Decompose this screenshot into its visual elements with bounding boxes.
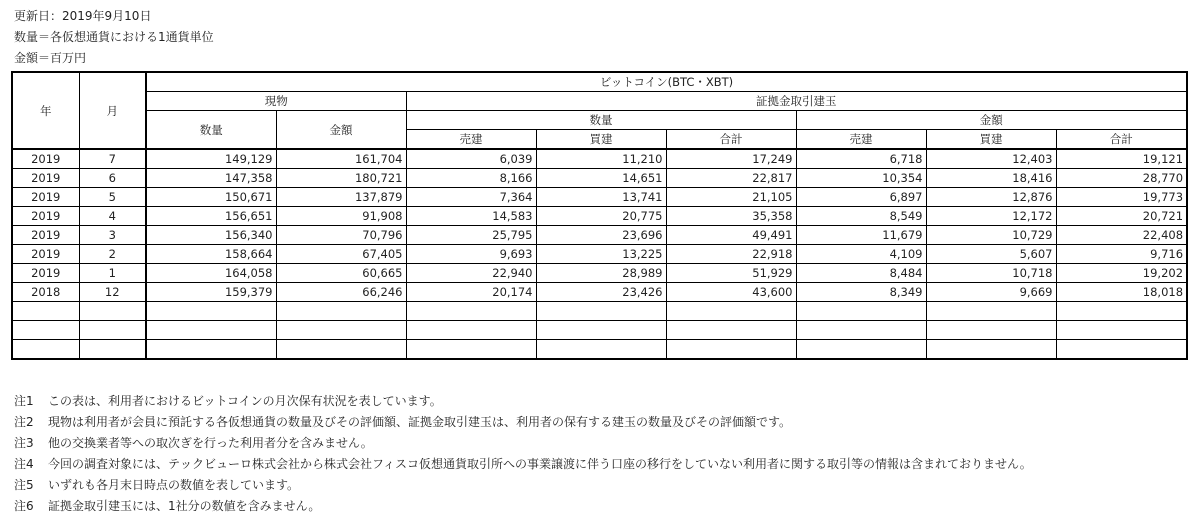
cell-qty-sell: 20,174 (406, 283, 536, 302)
cell-qty-buy: 28,989 (536, 264, 666, 283)
cell-spot-amount: 67,405 (276, 245, 406, 264)
cell-qty-sell: 8,166 (406, 169, 536, 188)
cell-qty-total (666, 302, 796, 321)
cell-amt-buy: 12,403 (926, 149, 1056, 169)
cell-amt-buy: 12,172 (926, 207, 1056, 226)
table-row (12, 283, 1187, 302)
header-margin: 証拠金取引建玉 (406, 92, 1187, 111)
cell-spot-quantity (146, 302, 276, 321)
cell-amt-sell: 8,349 (796, 283, 926, 302)
cell-month: 6 (79, 169, 146, 188)
cell-year: 2018 (12, 283, 79, 302)
header-margin-amount: 金額 (796, 111, 1187, 130)
note-text: 証拠金取引建玉には、1社分の数値を含みません。 (48, 499, 321, 513)
cell-year: 2019 (12, 149, 79, 169)
cell-qty-buy: 14,651 (536, 169, 666, 188)
cell-qty-total: 49,491 (666, 226, 796, 245)
cell-amt-buy (926, 340, 1056, 360)
cell-spot-quantity: 147,358 (146, 169, 276, 188)
cell-amt-sell: 4,109 (796, 245, 926, 264)
cell-qty-sell: 14,583 (406, 207, 536, 226)
table-row (12, 226, 1187, 245)
cell-spot-quantity (146, 340, 276, 360)
cell-amt-total (1056, 302, 1187, 321)
cell-spot-quantity: 156,651 (146, 207, 276, 226)
header-qty-sell: 売建 (406, 130, 536, 150)
cell-amt-sell: 10,354 (796, 169, 926, 188)
note-text: 現物は利用者が会員に預託する各仮想通貨の数量及びその評価額、証拠金取引建玉は、利用者の保有する建玉の数量及びその評価額です。 (48, 415, 792, 429)
cell-amt-buy (926, 321, 1056, 340)
cell-amt-total: 22,408 (1056, 226, 1187, 245)
cell-amt-buy: 5,607 (926, 245, 1056, 264)
note-number: 注2 (14, 415, 34, 429)
cell-amt-sell: 8,549 (796, 207, 926, 226)
cell-year (12, 321, 79, 340)
cell-amt-total: 19,202 (1056, 264, 1187, 283)
cell-amt-sell: 11,679 (796, 226, 926, 245)
cell-month: 4 (79, 207, 146, 226)
cell-qty-sell: 9,693 (406, 245, 536, 264)
cell-year: 2019 (12, 207, 79, 226)
cell-month: 1 (79, 264, 146, 283)
cell-spot-amount: 70,796 (276, 226, 406, 245)
cell-amt-buy: 12,876 (926, 188, 1056, 207)
cell-qty-total (666, 321, 796, 340)
cell-spot-amount (276, 302, 406, 321)
cell-spot-amount: 66,246 (276, 283, 406, 302)
cell-month (79, 321, 146, 340)
cell-amt-buy: 10,729 (926, 226, 1056, 245)
cell-qty-total (666, 340, 796, 360)
cell-amt-total (1056, 340, 1187, 360)
cell-qty-buy: 13,741 (536, 188, 666, 207)
header-amt-total: 合計 (1056, 130, 1187, 150)
header-year: 年 (12, 72, 79, 149)
cell-amt-total: 28,770 (1056, 169, 1187, 188)
cell-qty-buy: 20,775 (536, 207, 666, 226)
header-amt-sell: 売建 (796, 130, 926, 150)
note-text: この表は、利用者におけるビットコインの月次保有状況を表しています。 (48, 394, 442, 408)
table-row (12, 207, 1187, 226)
bitcoin-holdings-table (11, 71, 1188, 360)
cell-month: 2 (79, 245, 146, 264)
cell-amt-sell: 6,897 (796, 188, 926, 207)
cell-spot-quantity (146, 321, 276, 340)
cell-year: 2019 (12, 264, 79, 283)
cell-amt-buy: 10,718 (926, 264, 1056, 283)
cell-amt-sell: 8,484 (796, 264, 926, 283)
cell-spot-amount: 91,908 (276, 207, 406, 226)
cell-spot-quantity: 164,058 (146, 264, 276, 283)
cell-qty-total: 22,918 (666, 245, 796, 264)
header-title: ビットコイン(BTC・XBT) (146, 72, 1187, 92)
cell-amt-total: 20,721 (1056, 207, 1187, 226)
note-number: 注4 (14, 457, 34, 471)
table-row (12, 188, 1187, 207)
header-qty-buy: 買建 (536, 130, 666, 150)
cell-qty-buy: 11,210 (536, 149, 666, 169)
cell-qty-total: 35,358 (666, 207, 796, 226)
cell-qty-total: 51,929 (666, 264, 796, 283)
cell-qty-buy (536, 302, 666, 321)
table-row (12, 149, 1187, 169)
cell-amt-sell (796, 302, 926, 321)
cell-qty-total: 22,817 (666, 169, 796, 188)
update-date: 更新日：2019年9月10日 (14, 9, 152, 23)
cell-qty-sell (406, 321, 536, 340)
cell-year (12, 340, 79, 360)
cell-qty-sell: 22,940 (406, 264, 536, 283)
cell-qty-buy (536, 340, 666, 360)
amount-unit-note: 金額＝百万円 (14, 51, 87, 65)
table-row (12, 264, 1187, 283)
cell-qty-buy: 13,225 (536, 245, 666, 264)
note-item (14, 499, 1032, 520)
cell-amt-total: 19,773 (1056, 188, 1187, 207)
cell-spot-quantity: 159,379 (146, 283, 276, 302)
cell-month: 3 (79, 226, 146, 245)
cell-year (12, 302, 79, 321)
note-text: 今回の調査対象には、テックビューロ株式会社から株式会社フィスコ仮想通貨取引所への事業譲渡に伴う口座の移行をしていない利用者に関する取引等の情報は含まれておりません。 (48, 457, 1032, 471)
cell-spot-quantity: 156,340 (146, 226, 276, 245)
note-item (14, 436, 1032, 457)
cell-qty-buy: 23,426 (536, 283, 666, 302)
cell-qty-buy: 23,696 (536, 226, 666, 245)
header-margin-quantity: 数量 (406, 111, 796, 130)
note-number: 注3 (14, 436, 34, 450)
cell-amt-sell: 6,718 (796, 149, 926, 169)
note-item (14, 415, 1032, 436)
header-month: 月 (79, 72, 146, 149)
cell-spot-amount: 161,704 (276, 149, 406, 169)
cell-year: 2019 (12, 226, 79, 245)
cell-spot-quantity: 149,129 (146, 149, 276, 169)
cell-qty-total: 43,600 (666, 283, 796, 302)
cell-spot-amount (276, 321, 406, 340)
table-row (12, 245, 1187, 264)
cell-amt-total: 19,121 (1056, 149, 1187, 169)
cell-spot-amount: 180,721 (276, 169, 406, 188)
note-text: いずれも各月末日時点の数値を表しています。 (48, 478, 300, 492)
cell-amt-sell (796, 340, 926, 360)
note-item (14, 457, 1032, 478)
cell-year: 2019 (12, 188, 79, 207)
cell-year: 2019 (12, 169, 79, 188)
header-spot: 現物 (146, 92, 406, 111)
cell-amt-total: 9,716 (1056, 245, 1187, 264)
header-amt-buy: 買建 (926, 130, 1056, 150)
note-item (14, 478, 1032, 499)
quantity-unit-note: 数量＝各仮想通貨における1通貨単位 (14, 30, 214, 44)
header-spot-amount: 金額 (276, 111, 406, 150)
note-text: 他の交換業者等への取次ぎを行った利用者分を含みません。 (48, 436, 373, 450)
table-row (12, 340, 1187, 360)
cell-amt-buy: 9,669 (926, 283, 1056, 302)
cell-qty-buy (536, 321, 666, 340)
cell-spot-amount: 137,879 (276, 188, 406, 207)
cell-month: 5 (79, 188, 146, 207)
cell-qty-sell (406, 340, 536, 360)
cell-month: 7 (79, 149, 146, 169)
cell-qty-sell: 6,039 (406, 149, 536, 169)
cell-amt-total (1056, 321, 1187, 340)
note-number: 注1 (14, 394, 34, 408)
notes (14, 394, 1032, 520)
cell-qty-total: 17,249 (666, 149, 796, 169)
cell-spot-amount (276, 340, 406, 360)
header-spot-quantity: 数量 (146, 111, 276, 150)
cell-month: 12 (79, 283, 146, 302)
cell-spot-quantity: 158,664 (146, 245, 276, 264)
table-row (12, 169, 1187, 188)
cell-qty-sell: 7,364 (406, 188, 536, 207)
cell-amt-sell (796, 321, 926, 340)
cell-month (79, 340, 146, 360)
note-number: 注5 (14, 478, 34, 492)
cell-qty-total: 21,105 (666, 188, 796, 207)
cell-amt-total: 18,018 (1056, 283, 1187, 302)
cell-qty-sell (406, 302, 536, 321)
note-item (14, 394, 1032, 415)
note-number: 注6 (14, 499, 34, 513)
cell-year: 2019 (12, 245, 79, 264)
cell-qty-sell: 25,795 (406, 226, 536, 245)
cell-spot-quantity: 150,671 (146, 188, 276, 207)
header-qty-total: 合計 (666, 130, 796, 150)
table-row (12, 321, 1187, 340)
cell-amt-buy: 18,416 (926, 169, 1056, 188)
cell-month (79, 302, 146, 321)
cell-spot-amount: 60,665 (276, 264, 406, 283)
cell-amt-buy (926, 302, 1056, 321)
table-row (12, 302, 1187, 321)
